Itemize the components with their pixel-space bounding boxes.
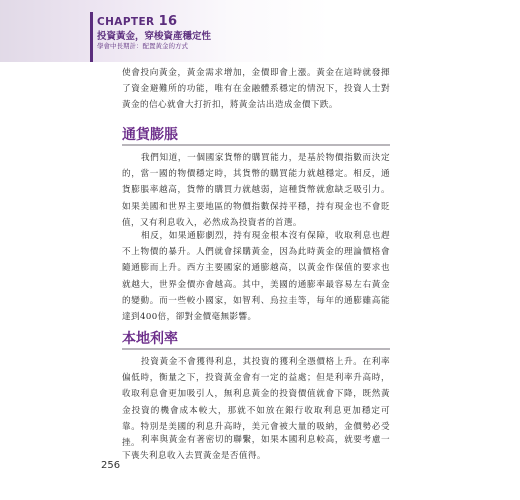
intro-paragraph: 使會投向黃金，黃金需求增加，金價即會上漲。黃金在這時就發揮了資金避難所的功能，唯有在金融體系穩定的情況下，投資人士對黃金的信心就會大打折扣，將黃金沽出造成金價下跌。 [122,68,390,111]
interest-paragraph-1: 投資黃金不會獲得利息，其投資的獲利全憑價格上升。在利率偏低時，衡量之下，投資黃金會有一定的益處；但是利率升高時，收取利息會更加吸引人，無利息黃金的投資價值就會下降，既然黃金投資的機會成本較大，那就不如放在銀行收取利息更加穩定可靠。特別是美國的利息升高時，美元會被大量的吸納，金價勢必受挫。 [122,357,390,449]
interest-paragraph-2: 利率與黃金有著密切的聯繫，如果本國利息較高，就要考慮一下喪失利息收入去買黃金是否值得。 [122,435,390,462]
chapter-label [97,14,178,29]
chapter-label-text: CHAPTER [97,16,155,28]
chapter-number: 16 [158,14,178,29]
header-accent-bar [90,12,93,62]
inflation-paragraph-1: 我們知道，一個國家貨幣的購買能力，是基於物價指數而決定的，當一國的物價穩定時，其貨幣的購買能力就越穩定。相反，通貨膨脹率越高，貨幣的購買力就越弱，這種貨幣就愈缺乏吸引力。如果美國和世界主要地區的物價指數保持平穩，持有現金也不會貶值，又有利息收入，必然成為投資者的首選。 [122,153,390,228]
section-heading-inflation: 通貨膨脹 [122,127,178,143]
inflation-paragraph-2: 相反，如果通膨劇烈，持有現金根本沒有保障，收取利息也趕不上物價的暴升。人們就會採購黃金，因為此時黃金的理論價格會隨通膨而上升。西方主要國家的通膨越高，以黃金作保值的要求也就越大，世界金價亦會越高。其中，美國的通膨率最容易左右黃金的變動。而一些較小國家，如智利、烏拉圭等，每年的通膨雖高能達到400倍，卻對金價毫無影響。 [122,231,390,323]
chapter-subtitle: 學會中長期計：配置黃金的方式 [97,42,188,50]
section-divider [122,144,390,146]
chapter-header [0,0,520,62]
section-heading-interest-rate: 本地利率 [122,331,178,347]
chapter-title: 投資黃金，穿梭資產穩定性 [97,31,212,42]
header-gradient [0,0,520,62]
page-number: 256 [101,460,121,471]
section-divider [122,348,390,350]
